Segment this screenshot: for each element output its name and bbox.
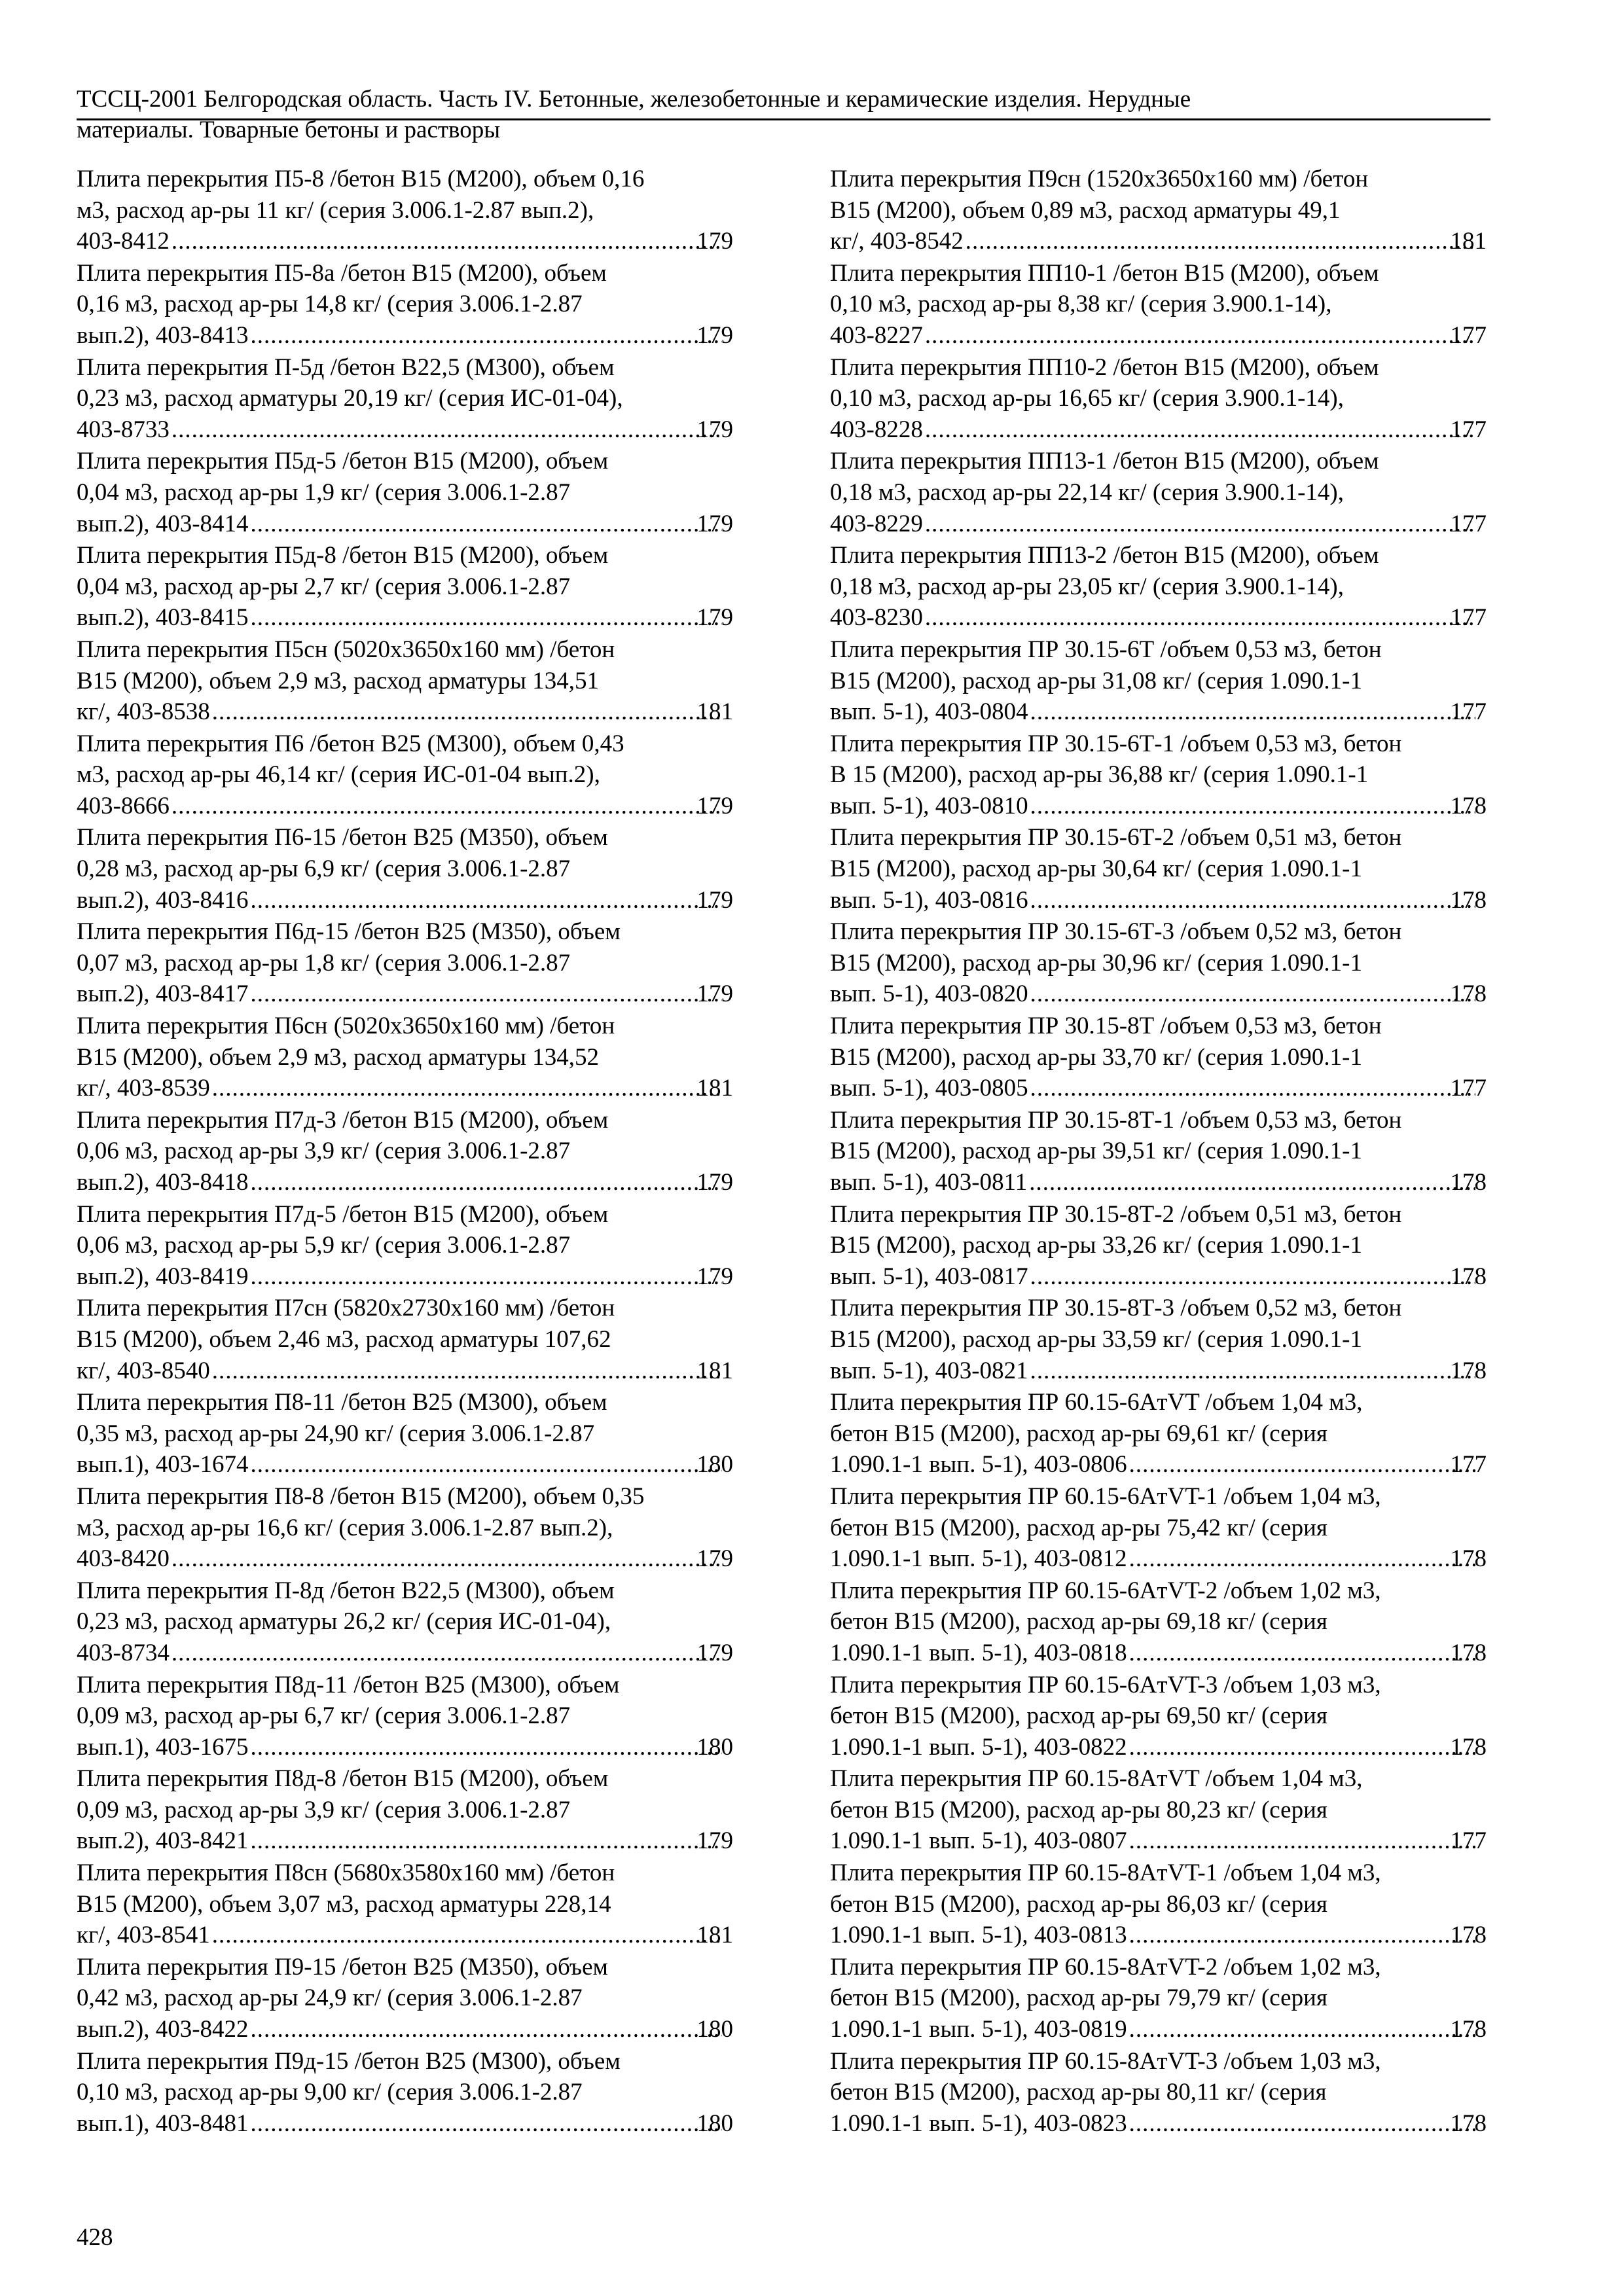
entry-text-line: м3, расход ар-ры 16,6 кг/ (серия 3.006.1-2.87 вып.2), [77,1514,613,1541]
entry-text-line: Плита перекрытия П9сн (1520x3650x160 мм) /бетон [830,166,1369,192]
entry-text-line: В15 (М200), объем 2,9 м3, расход арматуры 134,51 [77,667,599,694]
entry-text-line: В15 (М200), расход ар-ры 33,59 кг/ (серия 1.090.1-1 [830,1325,1362,1353]
entry-code: вып.1), 403-1675 [77,1733,249,1761]
entry-page-ref: 178 [1450,1545,1487,1573]
entry-code: 403-8734 [77,1639,170,1666]
entry-text-line: В15 (М200), объем 3,07 м3, расход арматуры 228,14 [77,1890,611,1918]
entry-text-line: 0,35 м3, расход ар-ры 24,90 кг/ (серия 3.006.1-2.87 [77,1420,595,1447]
entry-text-line: Плита перекрытия ПР 60.15-6AтVT-3 /объем 1,03 м3, [830,1671,1381,1698]
entry-text-line: Плита перекрытия П6д-15 /бетон В25 (М350), объем [77,918,621,946]
entry-text-line: Плита перекрытия ПР 60.15-6AтVT-2 /объем 1,02 м3, [830,1577,1381,1604]
dot-leader [1130,1732,1475,1763]
entry-text-line: 0,23 м3, расход арматуры 20,19 кг/ (серия ИС-01-04), [77,385,623,412]
entry-text-line: 0,23 м3, расход арматуры 26,2 кг/ (серия ИС-01-04), [77,1608,611,1636]
header-line-1: ТССЦ-2001 Белгородская область. Часть IV. Бетонные, железобетонные и керамические изделия. Нерудные [77,86,1191,113]
entry-page-ref: 178 [1450,792,1487,819]
entry-text-line: Плита перекрытия П6сн (5020x3650x160 мм) /бетон [77,1013,615,1040]
entry-text-line: бетон В15 (М200), расход ар-ры 79,79 кг/ (серия [830,1984,1327,2012]
entry-page-ref: 179 [696,321,733,349]
entry-code: кг/, 403-8541 [77,1922,210,1949]
index-entry [830,164,1487,257]
entry-page-ref: 181 [696,1922,733,1949]
index-entry [77,1857,733,1951]
entry-page-ref: 178 [1450,1357,1487,1384]
entry-text-line: 0,16 м3, расход ар-ры 14,8 кг/ (серия 3.006.1-2.87 [77,291,583,318]
entry-text-line: В15 (М200), расход ар-ры 30,96 кг/ (серия 1.090.1-1 [830,949,1362,977]
entry-text-line: Плита перекрытия П5д-5 /бетон В15 (М200), объем [77,448,609,475]
entry-text-line: В 15 (М200), расход ар-ры 36,88 кг/ (серия 1.090.1-1 [830,761,1369,789]
entry-code: 1.090.1-1 вып. 5-1), 403-0823 [830,2109,1127,2137]
dot-leader [251,1449,722,1480]
entry-text-line: бетон В15 (М200), расход ар-ры 69,61 кг/ (серия [830,1420,1327,1447]
entry-text-line: 0,42 м3, расход ар-ры 24,9 кг/ (серия 3.006.1-2.87 [77,1984,583,2012]
entry-text-line: В15 (М200), объем 2,9 м3, расход арматуры 134,52 [77,1043,599,1071]
entry-code: 1.090.1-1 вып. 5-1), 403-0819 [830,2016,1127,2043]
entry-text-line: 0,10 м3, расход ар-ры 9,00 кг/ (серия 3.006.1-2.87 [77,2079,583,2106]
dot-leader [1130,2108,1475,2140]
entry-page-ref: 179 [696,980,733,1008]
entry-text-line: Плита перекрытия П-8д /бетон В22,5 (М300), объем [77,1577,615,1604]
entry-page-ref: 179 [696,792,733,819]
entry-code: вып.2), 403-8413 [77,321,249,349]
entry-text-line: бетон В15 (М200), расход ар-ры 80,11 кг/ (серия [830,2079,1327,2106]
entry-page-ref: 178 [1450,2109,1487,2137]
entry-text-line: Плита перекрытия П8д-11 /бетон В25 (М300), объем [77,1671,620,1698]
index-entry [830,1575,1487,1669]
entry-code: вып.2), 403-8417 [77,980,249,1008]
entry-code: 1.090.1-1 вып. 5-1), 403-0806 [830,1451,1127,1479]
entry-code: 403-8230 [830,604,923,632]
entry-code: вып.2), 403-8418 [77,1169,249,1196]
entry-text-line: Плита перекрытия П8д-8 /бетон В15 (М200), объем [77,1765,609,1793]
index-entry [77,634,733,728]
dot-leader [1031,885,1475,916]
index-entry [77,1011,733,1104]
entry-text-line: Плита перекрытия П6 /бетон В25 (М300), объем 0,43 [77,730,624,757]
entry-text-line: Плита перекрытия ПР 60.15-6AтVT /объем 1,04 м3, [830,1389,1363,1416]
index-entry [830,540,1487,634]
entry-text-line: В15 (М200), расход ар-ры 30,64 кг/ (серия 1.090.1-1 [830,855,1362,883]
entry-text-line: Плита перекрытия П7д-5 /бетон В15 (М200), объем [77,1200,609,1228]
dot-leader [213,1920,722,1951]
dot-leader [172,414,722,446]
entry-page-ref: 177 [1450,510,1487,537]
entry-code: вып. 5-1), 403-0810 [830,792,1028,819]
index-entry [830,1481,1487,1575]
index-entry [77,916,733,1010]
dot-leader [251,320,722,351]
entry-page-ref: 179 [696,1639,733,1666]
entry-text-line: 0,09 м3, расход ар-ры 6,7 кг/ (серия 3.006.1-2.87 [77,1702,571,1730]
entry-code: 403-8420 [77,1545,170,1573]
entry-page-ref: 178 [1450,1639,1487,1666]
index-entry [77,1763,733,1857]
index-entry [830,634,1487,728]
right-column [830,164,1487,2140]
entry-text-line: В15 (М200), расход ар-ры 39,51 кг/ (серия 1.090.1-1 [830,1138,1362,1165]
entry-page-ref: 177 [1450,1827,1487,1855]
entry-code: вып.1), 403-8481 [77,2109,249,2137]
entry-text-line: Плита перекрытия П5-8а /бетон В15 (М200), объем [77,259,607,287]
entry-text-line: Плита перекрытия П7д-3 /бетон В15 (М200), объем [77,1106,609,1134]
entry-page-ref: 178 [1450,1733,1487,1761]
entry-text-line: м3, расход ар-ры 46,14 кг/ (серия ИС-01-04 вып.2), [77,761,600,789]
dot-leader [213,696,722,728]
dot-leader [1130,1638,1475,1669]
entry-text-line: м3, расход ар-ры 11 кг/ (серия 3.006.1-2.87 вып.2), [77,196,594,224]
dot-leader [926,602,1475,634]
page-number: 428 [77,2224,113,2251]
entry-page-ref: 180 [696,1451,733,1479]
dot-leader [213,1355,722,1387]
index-entry [830,1763,1487,1857]
dot-leader [966,226,1475,257]
entry-page-ref: 177 [1450,416,1487,443]
index-entry [77,1670,733,1763]
dot-leader [213,1073,722,1104]
entry-code: 403-8666 [77,792,170,819]
entry-text-line: Плита перекрытия П5сн (5020x3650x160 мм) /бетон [77,636,615,663]
running-header [77,84,1490,145]
entry-page-ref: 178 [1450,2016,1487,2043]
index-entry [77,1387,733,1480]
index-entry [830,1105,1487,1198]
entry-page-ref: 178 [1450,1169,1487,1196]
index-entry [77,1481,733,1575]
index-entry [830,1952,1487,2045]
entry-code: вып.2), 403-8416 [77,886,249,914]
index-entry [77,164,733,257]
entry-code: 1.090.1-1 вып. 5-1), 403-0812 [830,1545,1127,1573]
entry-page-ref: 181 [696,698,733,726]
index-entry [830,258,1487,351]
entry-page-ref: 179 [696,1545,733,1573]
dot-leader [1031,1261,1475,1293]
entry-text-line: 0,10 м3, расход ар-ры 8,38 кг/ (серия 3.900.1-14), [830,291,1332,318]
dot-leader [172,1638,722,1669]
entry-text-line: Плита перекрытия ПП10-1 /бетон В15 (М200), объем [830,259,1379,287]
dot-leader [251,602,722,634]
entry-code: вып. 5-1), 403-0821 [830,1357,1028,1384]
header-rule [77,118,1490,120]
entry-text-line: Плита перекрытия П-5д /бетон В22,5 (М300), объем [77,353,615,381]
entry-page-ref: 178 [1450,980,1487,1008]
entry-code: вып.2), 403-8421 [77,1827,249,1855]
entry-code: 403-8733 [77,416,170,443]
entry-text-line: Плита перекрытия П8-8 /бетон В15 (М200), объем 0,35 [77,1482,645,1510]
entry-text-line: В15 (М200), расход ар-ры 31,08 кг/ (серия 1.090.1-1 [830,667,1362,694]
entry-code: 1.090.1-1 вып. 5-1), 403-0813 [830,1922,1127,1949]
index-entry [830,1670,1487,1763]
dot-leader [172,791,722,822]
entry-page-ref: 180 [696,1733,733,1761]
dot-leader [251,978,722,1010]
entry-page-ref: 177 [1450,321,1487,349]
index-entry [77,258,733,351]
entry-text-line: 0,06 м3, расход ар-ры 5,9 кг/ (серия 3.006.1-2.87 [77,1232,571,1259]
entry-text-line: 0,18 м3, расход ар-ры 23,05 кг/ (серия 3.900.1-14), [830,573,1344,600]
entry-code: вып. 5-1), 403-0811 [830,1169,1028,1196]
dot-leader [926,509,1475,540]
entry-code: кг/, 403-8538 [77,698,210,726]
entry-page-ref: 178 [1450,1922,1487,1949]
entry-text-line: Плита перекрытия П5д-8 /бетон В15 (М200), объем [77,542,609,569]
entry-text-line: 0,09 м3, расход ар-ры 3,9 кг/ (серия 3.006.1-2.87 [77,1796,571,1823]
entry-text-line: бетон В15 (М200), расход ар-ры 75,42 кг/ (серия [830,1514,1327,1541]
index-entry [830,2046,1487,2140]
entry-text-line: Плита перекрытия ПР 60.15-8AтVT-2 /объем 1,02 м3, [830,1953,1381,1981]
dot-leader [172,1543,722,1575]
dot-leader [1031,978,1475,1010]
entry-code: кг/, 403-8540 [77,1357,210,1384]
dot-leader [251,1167,722,1198]
dot-leader [1031,1355,1475,1387]
dot-leader [1030,1167,1475,1198]
entry-code: вып.1), 403-1674 [77,1451,249,1479]
entry-page-ref: 179 [696,1169,733,1196]
entry-text-line: 0,04 м3, расход ар-ры 1,9 кг/ (серия 3.006.1-2.87 [77,478,571,506]
header-line-2: материалы. Товарные бетоны и растворы [77,117,501,143]
dot-leader [1130,1543,1475,1575]
dot-leader [1130,1920,1475,1951]
dot-leader [926,414,1475,446]
index-entry [77,1105,733,1198]
entry-code: 403-8412 [77,228,170,255]
index-entry [77,822,733,916]
entry-text-line: Плита перекрытия ПР 30.15-8Т-1 /объем 0,53 м3, бетон [830,1106,1402,1134]
entry-page-ref: 179 [696,604,733,632]
entry-page-ref: 177 [1450,698,1487,726]
entry-page-ref: 178 [1450,886,1487,914]
entry-page-ref: 179 [696,886,733,914]
left-column [77,164,733,2140]
dot-leader [1130,2014,1475,2045]
index-entry [830,352,1487,446]
index-entry [77,2046,733,2140]
entry-code: вып. 5-1), 403-0817 [830,1263,1028,1290]
dot-leader [251,509,722,540]
index-entry [830,1387,1487,1480]
entry-text-line: Плита перекрытия ПР 30.15-6Т-3 /объем 0,52 м3, бетон [830,918,1402,946]
index-entry [830,1199,1487,1293]
entry-code: вып. 5-1), 403-0804 [830,698,1028,726]
entry-text-line: Плита перекрытия ПР 30.15-8Т-2 /объем 0,51 м3, бетон [830,1200,1402,1228]
entry-text-line: Плита перекрытия П8-11 /бетон В25 (М300), объем [77,1389,607,1416]
index-entry [77,540,733,634]
entry-code: вып.2), 403-8419 [77,1263,249,1290]
entry-code: 1.090.1-1 вып. 5-1), 403-0818 [830,1639,1127,1666]
entry-code: кг/, 403-8542 [830,228,964,255]
entry-text-line: бетон В15 (М200), расход ар-ры 69,50 кг/ (серия [830,1702,1327,1730]
entry-text-line: 0,18 м3, расход ар-ры 22,14 кг/ (серия 3.900.1-14), [830,478,1344,506]
entry-text-line: бетон В15 (М200), расход ар-ры 69,18 кг/ (серия [830,1608,1327,1636]
entry-code: 1.090.1-1 вып. 5-1), 403-0822 [830,1733,1127,1761]
entry-page-ref: 179 [696,416,733,443]
entry-text-line: Плита перекрытия ПР 30.15-6Т-1 /объем 0,53 м3, бетон [830,730,1402,757]
entry-text-line: Плита перекрытия П9д-15 /бетон В25 (М300), объем [77,2047,621,2075]
entry-text-line: 0,07 м3, расход ар-ры 1,8 кг/ (серия 3.006.1-2.87 [77,949,571,977]
entry-code: 403-8227 [830,321,923,349]
entry-text-line: В15 (М200), объем 2,46 м3, расход арматуры 107,62 [77,1325,611,1353]
entry-code: вып.2), 403-8415 [77,604,249,632]
entry-code: вып.2), 403-8414 [77,510,249,537]
dot-leader [251,885,722,916]
dot-leader [1130,1825,1475,1857]
entry-page-ref: 179 [696,228,733,255]
dot-leader [172,226,722,257]
entry-text-line: Плита перекрытия П6-15 /бетон В25 (М350), объем [77,824,608,852]
entry-text-line: 0,04 м3, расход ар-ры 2,7 кг/ (серия 3.006.1-2.87 [77,573,571,600]
index-entry [77,352,733,446]
entry-text-line: Плита перекрытия П8сн (5680x3580x160 мм) /бетон [77,1859,615,1887]
entry-text-line: Плита перекрытия ПР 30.15-8Т-3 /объем 0,52 м3, бетон [830,1295,1402,1322]
dot-leader [1031,696,1475,728]
entry-text-line: Плита перекрытия П5-8 /бетон В15 (М200), объем 0,16 [77,166,645,192]
entry-page-ref: 181 [1450,228,1487,255]
entry-page-ref: 178 [1450,1263,1487,1290]
index-entry [77,446,733,539]
entry-text-line: В15 (М200), объем 0,89 м3, расход арматуры 49,1 [830,196,1341,224]
dot-leader [251,1825,722,1857]
entry-text-line: Плита перекрытия ПП13-1 /бетон В15 (М200), объем [830,448,1379,475]
index-entry [830,822,1487,916]
entry-page-ref: 179 [696,510,733,537]
dot-leader [926,320,1475,351]
entry-page-ref: 180 [696,2109,733,2137]
index-entry [830,1293,1487,1386]
entry-text-line: Плита перекрытия ПР 60.15-8AтVT-1 /объем 1,04 м3, [830,1859,1381,1887]
entry-text-line: Плита перекрытия ПР 30.15-8Т /объем 0,53 м3, бетон [830,1013,1382,1040]
entry-text-line: Плита перекрытия ПР 30.15-6Т /объем 0,53 м3, бетон [830,636,1382,663]
entry-text-line: бетон В15 (М200), расход ар-ры 80,23 кг/ (серия [830,1796,1327,1823]
entry-text-line: бетон В15 (М200), расход ар-ры 86,03 кг/ (серия [830,1890,1327,1918]
index-entry [830,1857,1487,1951]
entry-page-ref: 180 [696,2016,733,2043]
index-entry [830,728,1487,822]
entry-text-line: 0,10 м3, расход ар-ры 16,65 кг/ (серия 3.900.1-14), [830,385,1344,412]
index-entry [830,916,1487,1010]
entry-text-line: 0,06 м3, расход ар-ры 3,9 кг/ (серия 3.006.1-2.87 [77,1138,571,1165]
entry-page-ref: 181 [696,1357,733,1384]
dot-leader [251,2108,722,2140]
index-entry [830,1011,1487,1104]
dot-leader [251,2014,722,2045]
entry-text-line: Плита перекрытия ПР 60.15-8AтVT-3 /объем 1,03 м3, [830,2047,1381,2075]
entry-text-line: Плита перекрытия ПР 60.15-8AтVT /объем 1,04 м3, [830,1765,1363,1793]
entry-code: вып. 5-1), 403-0816 [830,886,1028,914]
entry-text-line: Плита перекрытия ПР 30.15-6Т-2 /объем 0,51 м3, бетон [830,824,1402,852]
index-entry [830,446,1487,539]
entry-page-ref: 179 [696,1263,733,1290]
index-entry [77,1952,733,2045]
entry-code: 403-8228 [830,416,923,443]
dot-leader [1031,791,1475,822]
entry-text-line: Плита перекрытия ПП13-2 /бетон В15 (М200), объем [830,542,1379,569]
entry-page-ref: 181 [696,1075,733,1102]
entry-code: вып. 5-1), 403-0820 [830,980,1028,1008]
entry-page-ref: 177 [1450,1451,1487,1479]
dot-leader [1031,1073,1475,1104]
index-entry [77,728,733,822]
index-entry [77,1199,733,1293]
entry-text-line: Плита перекрытия П9-15 /бетон В25 (М350), объем [77,1953,608,1981]
entry-text-line: Плита перекрытия ПП10-2 /бетон В15 (М200), объем [830,353,1379,381]
dot-leader [251,1732,722,1763]
index-entry [77,1575,733,1669]
entry-page-ref: 177 [1450,1075,1487,1102]
entry-text-line: В15 (М200), расход ар-ры 33,70 кг/ (серия 1.090.1-1 [830,1043,1362,1071]
entry-text-line: Плита перекрытия ПР 60.15-6AтVT-1 /объем 1,04 м3, [830,1482,1381,1510]
entry-page-ref: 177 [1450,604,1487,632]
entry-code: кг/, 403-8539 [77,1075,210,1102]
dot-leader [251,1261,722,1293]
dot-leader [1130,1449,1475,1480]
entry-code: 1.090.1-1 вып. 5-1), 403-0807 [830,1827,1127,1855]
entry-code: вып. 5-1), 403-0805 [830,1075,1028,1102]
entry-code: вып.2), 403-8422 [77,2016,249,2043]
entry-page-ref: 179 [696,1827,733,1855]
entry-text-line: В15 (М200), расход ар-ры 33,26 кг/ (серия 1.090.1-1 [830,1232,1362,1259]
index-entry [77,1293,733,1386]
entry-text-line: 0,28 м3, расход ар-ры 6,9 кг/ (серия 3.006.1-2.87 [77,855,571,883]
entry-code: 403-8229 [830,510,923,537]
entry-text-line: Плита перекрытия П7сн (5820x2730x160 мм) /бетон [77,1295,615,1322]
